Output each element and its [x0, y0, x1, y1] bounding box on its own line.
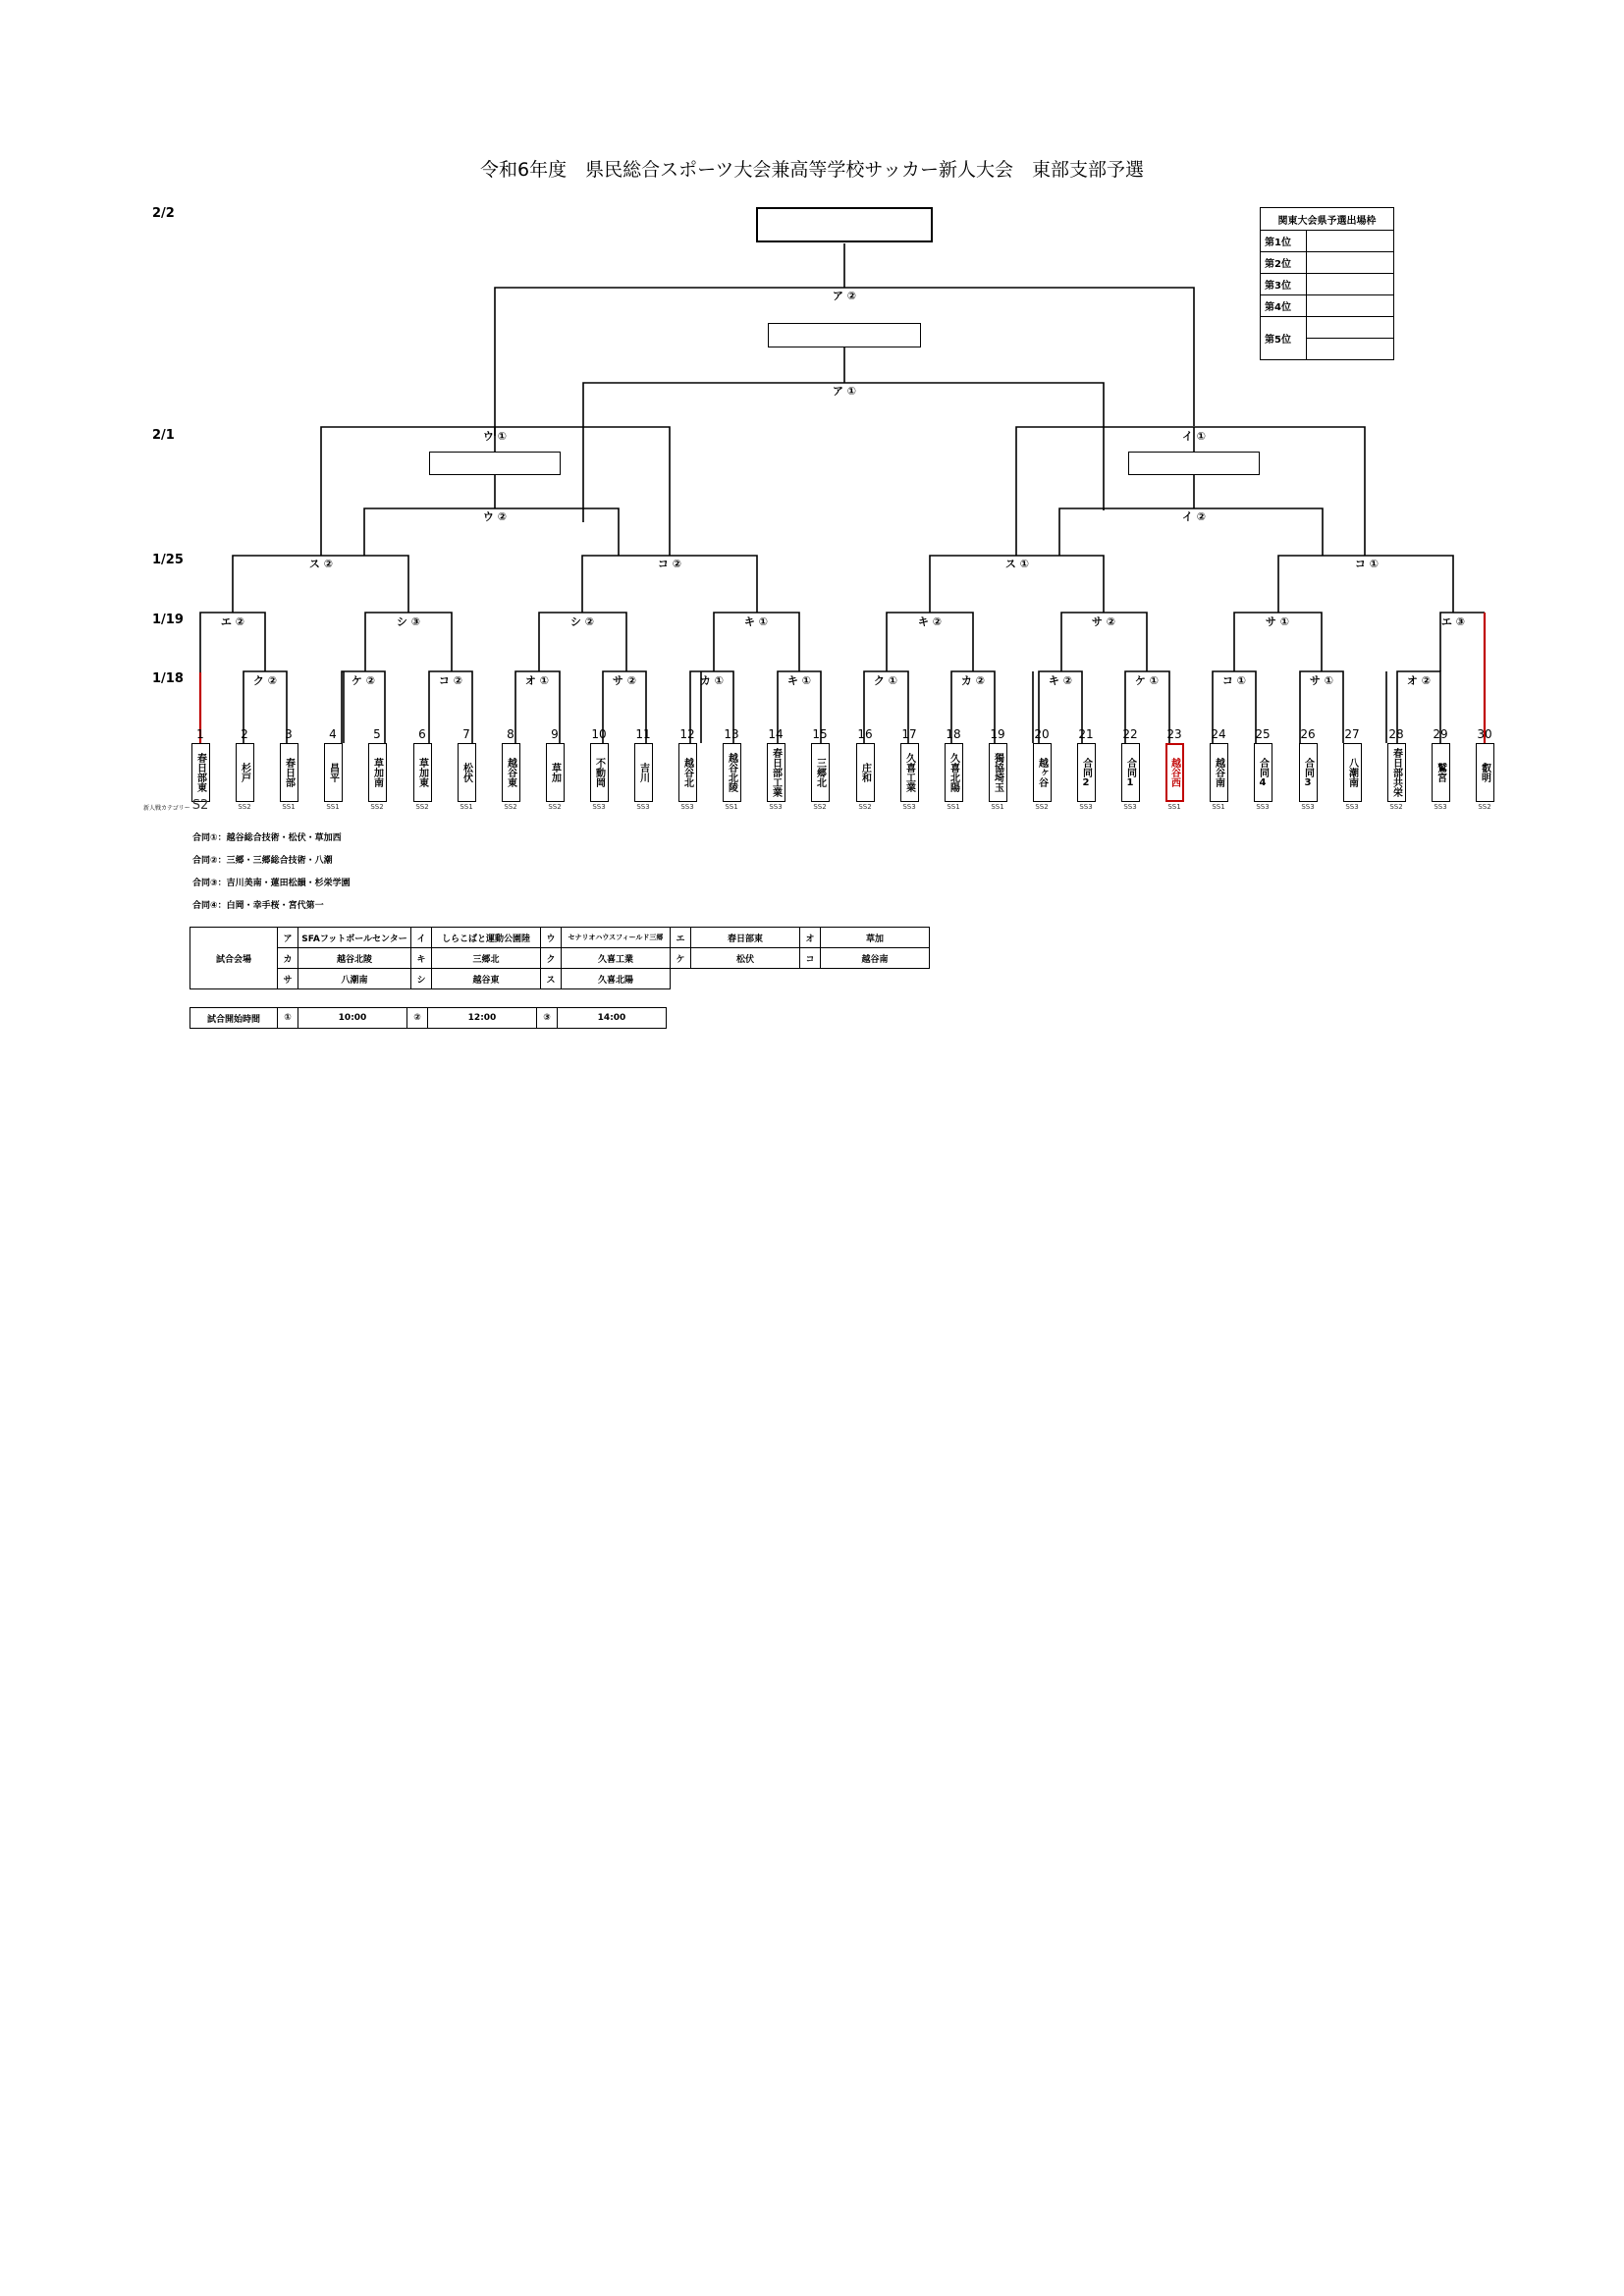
team-seed: SS3	[1301, 803, 1315, 811]
team-box: 春日部共栄	[1387, 743, 1406, 802]
bracket-lines	[0, 0, 1624, 834]
team-box: 合同4	[1254, 743, 1272, 802]
venue-name: 三郷北	[432, 948, 541, 969]
match-label-final: ア ②	[832, 290, 857, 302]
venue-key: カ	[278, 948, 298, 969]
team-box: 久喜工業	[900, 743, 919, 802]
joint-team-note: 合同④：白岡・幸手桜・宮代第一	[192, 901, 324, 911]
team-seed: SS2	[858, 803, 872, 811]
bracket-line-third	[583, 347, 1104, 522]
match-label-right-repechage: イ ②	[1181, 510, 1207, 523]
venue-key: キ	[411, 948, 432, 969]
match-label-qf2: コ ②	[657, 558, 682, 570]
date-quarterfinal: 1/25	[152, 553, 184, 567]
right-semi-box	[1128, 452, 1260, 475]
team-box: 吉川	[634, 743, 653, 802]
venue-key: ケ	[671, 948, 691, 969]
team-box: 越谷西	[1165, 743, 1184, 802]
team-number: 26	[1300, 727, 1316, 741]
venue-key: エ	[671, 928, 691, 948]
team-seed: SS1	[282, 803, 296, 811]
team-seed: SS3	[1434, 803, 1447, 811]
date-final: 2/2	[152, 206, 175, 221]
team-seed: SS3	[592, 803, 606, 811]
team-number: 16	[857, 727, 873, 741]
match-label-r1: ク ①	[873, 674, 898, 687]
team-number: 19	[990, 727, 1005, 741]
team-box: 春日部東	[191, 743, 210, 802]
team-seed: SS3	[1079, 803, 1093, 811]
team-seed: SS3	[1345, 803, 1359, 811]
team-number: 15	[812, 727, 828, 741]
match-label-right-semi: イ ①	[1181, 430, 1207, 443]
venue-name: 久喜工業	[562, 948, 671, 969]
match-label-r1: カ ②	[960, 674, 986, 687]
venue-name: 草加	[821, 928, 930, 948]
match-label-r2-2: シ ③	[396, 615, 421, 628]
team-box: 越ヶ谷	[1033, 743, 1052, 802]
joint-team-note: 合同①：越谷総合技術・松伏・草加西	[192, 833, 342, 843]
date-round2: 1/19	[152, 613, 184, 627]
venue-name: SFAフットボールセンター	[298, 928, 411, 948]
team-box: 越谷南	[1210, 743, 1228, 802]
page-title: 令和6年度 県民総合スポーツ大会兼高等学校サッカー新人大会 東部支部予選	[480, 159, 1144, 181]
match-label-r2-7: サ ①	[1265, 615, 1290, 628]
team-seed: SS1	[1167, 803, 1181, 811]
time-value: 14:00	[558, 1008, 667, 1029]
team-box: 松伏	[458, 743, 476, 802]
team-box: 越谷東	[502, 743, 520, 802]
team-number: 3	[285, 727, 293, 741]
venue-table	[189, 927, 930, 989]
team-number: 25	[1255, 727, 1271, 741]
team-number: 20	[1034, 727, 1050, 741]
venue-key: シ	[411, 969, 432, 989]
team-number: 28	[1388, 727, 1404, 741]
team-seed: SS1	[326, 803, 340, 811]
date-round1: 1/18	[152, 671, 184, 686]
match-label-r1: キ ②	[1048, 674, 1073, 687]
venue-key: ウ	[541, 928, 562, 948]
team-seed: SS1	[725, 803, 738, 811]
joint-team-note: 合同③：吉川美南・蓮田松韻・杉栄学園	[192, 879, 351, 888]
match-label-qf4: コ ①	[1354, 558, 1380, 570]
venue-key: ス	[541, 969, 562, 989]
rank-label: 第4位	[1261, 295, 1307, 317]
team-seed: SS2	[1389, 803, 1403, 811]
team-seed: S2	[191, 798, 209, 813]
match-label-qf1: ス ②	[308, 558, 334, 570]
match-label-r2-3: シ ②	[569, 615, 595, 628]
match-label-left-semi: ウ ①	[482, 430, 508, 443]
team-seed: SS3	[769, 803, 783, 811]
time-value: 12:00	[428, 1008, 537, 1029]
start-time-table	[189, 1007, 667, 1029]
match-label-r2-1: エ ②	[220, 615, 245, 628]
team-box: 合同1	[1121, 743, 1140, 802]
team-box: 合同2	[1077, 743, 1096, 802]
match-label-r1: ケ ①	[1134, 674, 1160, 687]
team-seed: SS2	[238, 803, 251, 811]
team-number: 4	[329, 727, 337, 741]
team-number: 29	[1433, 727, 1448, 741]
match-label-r1: カ ①	[699, 674, 725, 687]
team-seed: SS2	[813, 803, 827, 811]
team-number: 18	[946, 727, 961, 741]
team-seed: SS2	[1478, 803, 1491, 811]
team-number: 17	[901, 727, 917, 741]
team-box: 草加南	[368, 743, 387, 802]
match-label-r1: オ ①	[524, 674, 550, 687]
team-seed: SS3	[636, 803, 650, 811]
venue-name: 春日部東	[691, 928, 800, 948]
team-box: 草加	[546, 743, 565, 802]
rank-label: 第1位	[1261, 231, 1307, 252]
match-label-qf3: ス ①	[1004, 558, 1030, 570]
venue-key: ア	[278, 928, 298, 948]
venue-empty	[671, 969, 930, 989]
team-number: 22	[1122, 727, 1138, 741]
team-box: 叡明	[1476, 743, 1494, 802]
team-number: 1	[196, 727, 204, 741]
team-seed: SS3	[902, 803, 916, 811]
match-label-r1: サ ②	[612, 674, 637, 687]
venue-name: セナリオハウスフィールド三郷	[562, 928, 671, 948]
match-label-r1: キ ①	[786, 674, 812, 687]
team-box: 鷲宮	[1432, 743, 1450, 802]
team-seed: SS2	[415, 803, 429, 811]
team-number: 30	[1477, 727, 1492, 741]
match-label-third: ア ①	[832, 385, 857, 398]
team-number: 23	[1166, 727, 1182, 741]
team-seed: SS1	[991, 803, 1004, 811]
seed-legend: 新人戦カテゴリー	[143, 805, 190, 812]
time-key: ③	[537, 1008, 558, 1029]
venue-name: 越谷東	[432, 969, 541, 989]
match-label-r1: オ ②	[1406, 674, 1432, 687]
date-semifinal: 2/1	[152, 428, 175, 443]
match-label-r2-6: サ ②	[1091, 615, 1116, 628]
team-box: 越谷北陵	[723, 743, 741, 802]
time-key: ②	[407, 1008, 428, 1029]
team-number: 24	[1211, 727, 1226, 741]
venue-name: 松伏	[691, 948, 800, 969]
rank-label: 第3位	[1261, 274, 1307, 295]
time-key: ①	[278, 1008, 298, 1029]
venue-key: ク	[541, 948, 562, 969]
team-box: 春日部	[280, 743, 298, 802]
team-number: 13	[724, 727, 739, 741]
team-seed: SS1	[460, 803, 473, 811]
team-number: 27	[1344, 727, 1360, 741]
match-label-r1: サ ①	[1309, 674, 1334, 687]
team-box: 合同3	[1299, 743, 1318, 802]
venue-key: サ	[278, 969, 298, 989]
team-box: 庄和	[856, 743, 875, 802]
team-seed: SS2	[370, 803, 384, 811]
start-time-label: 試合開始時間	[190, 1008, 278, 1029]
joint-team-note: 合同②：三郷・三郷総合技術・八潮	[192, 856, 333, 866]
team-number: 11	[635, 727, 651, 741]
team-box: 不動岡	[590, 743, 609, 802]
bracket-line-right-semi	[1016, 427, 1365, 556]
match-label-r1: コ ②	[438, 674, 463, 687]
venue-name: 越谷北陵	[298, 948, 411, 969]
rank-label: 第5位	[1261, 317, 1307, 360]
team-box: 越谷北	[678, 743, 697, 802]
team-seed: SS2	[504, 803, 517, 811]
venue-key: オ	[800, 928, 821, 948]
champion-box	[756, 207, 933, 242]
team-box: 八潮南	[1343, 743, 1362, 802]
venue-name: 久喜北陽	[562, 969, 671, 989]
team-number: 10	[591, 727, 607, 741]
team-box: 杉戸	[236, 743, 254, 802]
match-label-r2-8: エ ③	[1440, 615, 1466, 628]
rank-label: 第2位	[1261, 252, 1307, 274]
team-seed: SS1	[947, 803, 960, 811]
time-value: 10:00	[298, 1008, 407, 1029]
venue-name: 越谷南	[821, 948, 930, 969]
venue-name: 八潮南	[298, 969, 411, 989]
venue-name: しらこばと運動公園陸	[432, 928, 541, 948]
team-seed: SS1	[1212, 803, 1225, 811]
match-label-r2-5: キ ②	[917, 615, 943, 628]
team-box: 獨協埼玉	[989, 743, 1007, 802]
team-number: 7	[462, 727, 470, 741]
team-box: 草加東	[413, 743, 432, 802]
team-box: 久喜北陽	[945, 743, 963, 802]
match-label-r1: コ ①	[1221, 674, 1247, 687]
team-box: 三郷北	[811, 743, 830, 802]
match-label-left-repechage: ウ ②	[482, 510, 508, 523]
team-number: 6	[418, 727, 426, 741]
team-box: 春日部工業	[767, 743, 785, 802]
match-label-r1: ク ②	[252, 674, 278, 687]
team-number: 5	[373, 727, 381, 741]
third-place-box	[768, 323, 921, 347]
team-seed: SS3	[680, 803, 694, 811]
venue-key: コ	[800, 948, 821, 969]
venue-label: 試合会場	[190, 928, 278, 989]
team-number: 12	[679, 727, 695, 741]
team-seed: SS2	[548, 803, 562, 811]
team-number: 2	[241, 727, 248, 741]
team-number: 8	[507, 727, 514, 741]
match-label-r2-4: キ ①	[743, 615, 769, 628]
team-number: 14	[768, 727, 784, 741]
qualification-header: 関東大会県予選出場枠	[1261, 208, 1394, 231]
team-seed: SS3	[1256, 803, 1270, 811]
match-label-r1: ケ ②	[351, 674, 376, 687]
team-number: 21	[1078, 727, 1094, 741]
team-box: 昌平	[324, 743, 343, 802]
team-seed: SS3	[1123, 803, 1137, 811]
team-number: 9	[551, 727, 559, 741]
left-semi-box	[429, 452, 561, 475]
team-seed: SS2	[1035, 803, 1049, 811]
venue-key: イ	[411, 928, 432, 948]
